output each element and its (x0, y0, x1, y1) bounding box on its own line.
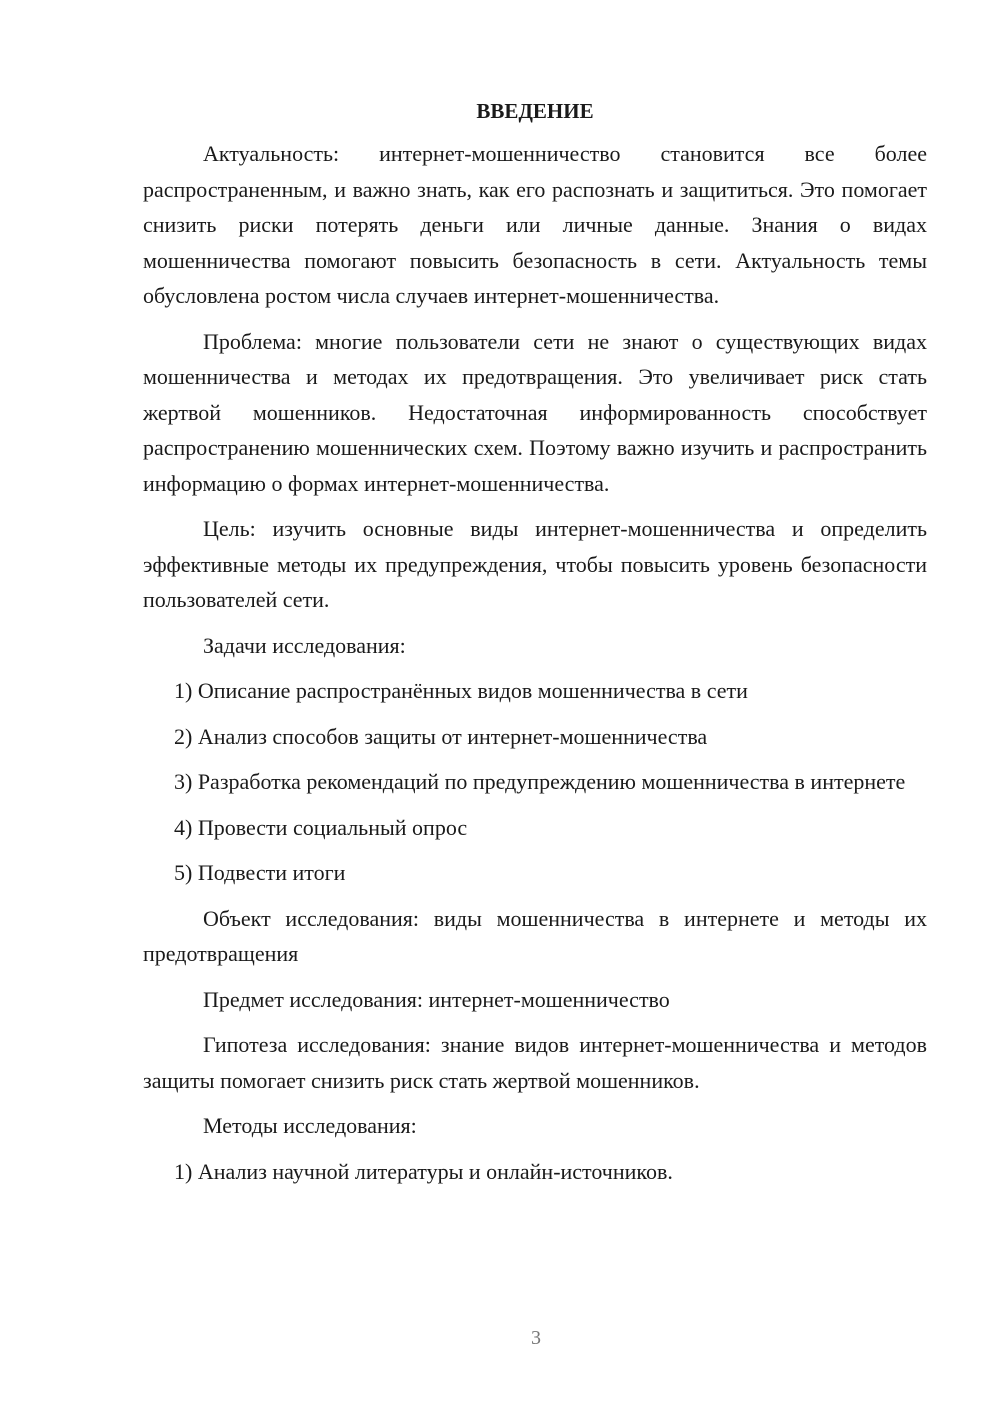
task-item-4: 4) Провести социальный опрос (174, 814, 468, 840)
page-body (143, 96, 927, 1199)
method-item-1: 1) Анализ научной литературы и онлайн-источников. (174, 1158, 673, 1184)
task-item-1: 1) Описание распространённых видов мошенничества в сети (174, 678, 748, 703)
problem-paragraph: Проблема: многие пользователи сети не знают о существующих видах мошенничества и методах их предотвращения. Это увеличивает риск стать жертвой мошенников. Недостаточная информированность способствует распространению мошеннических схем. Поэтому важно изучить и распространить информацию о формах интернет-мошенничества. (143, 328, 927, 496)
page-number: 3 (531, 1327, 541, 1349)
task-item-5: 5) Подвести итоги (174, 860, 346, 885)
hypothesis-paragraph: Гипотеза исследования: знание видов интернет-мошенничества и методов защиты помогает снизить риск стать жертвой мошенников. (143, 1032, 927, 1093)
relevance-paragraph: Актуальность: интернет-мошенничество становится все более распространенным, и важно знать, как его распознать и защититься. Это помогает снизить риски потерять деньги или личные данные. Знания о видах мошенничества помогают повысить безопасность в сети. Актуальность темы обусловлена ростом числа случаев интернет-мошенничества. (143, 141, 927, 308)
task-item-2: 2) Анализ способов защиты от интернет-мошенничества (174, 723, 708, 749)
goal-paragraph: Цель: изучить основные виды интернет-мошенничества и определить эффективные методы их предупреждения, чтобы повысить уровень безопасности пользователей сети. (143, 516, 927, 612)
object-paragraph: Объект исследования: виды мошенничества в интернете и методы их предотвращения (143, 905, 927, 966)
methods-heading: Методы исследования: (203, 1113, 417, 1138)
tasks-heading: Задачи исследования: (203, 632, 406, 658)
subject-paragraph: Предмет исследования: интернет-мошенничество (203, 986, 670, 1012)
task-item-3: 3) Разработка рекомендаций по предупреждению мошенничества в интернете (174, 769, 906, 794)
section-title: ВВЕДЕНИЕ (476, 99, 594, 123)
